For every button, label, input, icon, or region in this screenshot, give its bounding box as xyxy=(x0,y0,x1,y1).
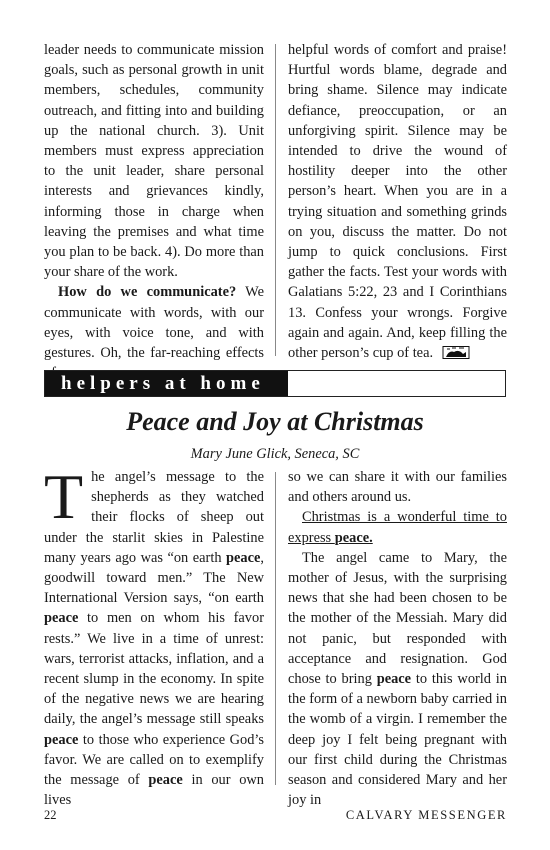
paragraph-text: helpful words of comfort and praise! Hurtful words blame, degrade and bring shame. Silence may indicate defiance, preoccupation, or an unforgiving spirit. Silence may be intended to drive the wound of hostility deeper into the other person’s heart. When you are in a trying situation and something grinds on you, discuss the matter. Do not jump to quick conclusions. First gather the facts. Test your words with Galatians 5:22, 23 and I Corinthians 13. Confess your wrongs. Forgive again and again. And, keep filling the other person’s cup of tea. xyxy=(288,42,507,362)
page-number: 22 xyxy=(44,808,57,822)
paragraph xyxy=(288,40,507,363)
paragraph xyxy=(44,282,264,383)
text: to this world in the form of a newborn baby carried in the womb of a virgin. I remember the deep joy I felt being pregnant with our first child during the Christmas season and considered Mary and her joy in xyxy=(288,671,507,809)
column-divider xyxy=(275,44,276,356)
article-right-column xyxy=(288,467,507,810)
emphasis: peace xyxy=(226,549,261,566)
paragraph xyxy=(44,461,264,810)
section-banner xyxy=(44,370,506,397)
text: The angel came to Mary, the mother of Jesus, with the surprising news that she had been chosen to be the mother of the Messiah. Mary did not panic, but responded with acceptance and resignation. God chose to bring xyxy=(288,549,507,688)
drop-cap: T xyxy=(44,461,84,532)
emphasis: peace xyxy=(44,610,79,627)
paragraph: leader needs to communicate mission goals, such as personal growth in unit members, schedules, community outreach, and fitting into and building up the national church. 3). Unit members must express appreciation to the unit leader, share personal interests and grievances kindly, informing those in charge when leaving the premises and what time you plan to be back. 4). Do more than your share of the work. xyxy=(44,42,264,281)
text: Christmas is a wonderful time to express xyxy=(288,509,507,546)
article-title: Peace and Joy at Christmas xyxy=(126,407,424,436)
teapot-end-mark-icon xyxy=(439,345,473,358)
text: , goodwill toward men.” The New International Version says, “on earth xyxy=(44,549,264,607)
paragraph-text: We communicate with words, with our eyes, with voice tone, and with gestures. Oh, the far-reaching effects xyxy=(44,284,265,362)
section-banner-label: helpers at home xyxy=(45,371,288,396)
text: in our own lives xyxy=(44,772,264,809)
article-byline: Mary June Glick, Seneca, SC xyxy=(190,446,360,462)
top-right-column xyxy=(288,40,507,363)
publication-name: CALVARY MESSENGER xyxy=(345,808,507,822)
text: he angel’s message to the shepherds as they watched their flocks of sheep out under the starlit skies in Palestine many years ago was “on earth xyxy=(44,469,264,566)
text: to men on whom his favor rests.” We live in a time of unrest: wars, terrorist attacks, inflation, and a recent slump in the economy. In spite of the negative news we are hearing daily, the angel’s message still speaks xyxy=(44,610,264,728)
paragraph xyxy=(288,548,507,811)
text: to those who experience God’s favor. We are called on to exemplify the message of xyxy=(44,731,264,789)
top-left-column xyxy=(44,40,264,383)
paragraph: so we can share it with our families and others around us. xyxy=(288,469,507,506)
key-statement xyxy=(288,507,507,547)
emphasis: peace xyxy=(44,731,79,748)
column-divider xyxy=(275,472,276,785)
article-left-column xyxy=(44,461,264,810)
emphasis: peace xyxy=(148,772,183,789)
emphasis: peace xyxy=(376,671,412,688)
subheading: How do we communicate? xyxy=(58,284,237,301)
emphasis: peace. xyxy=(334,529,373,546)
